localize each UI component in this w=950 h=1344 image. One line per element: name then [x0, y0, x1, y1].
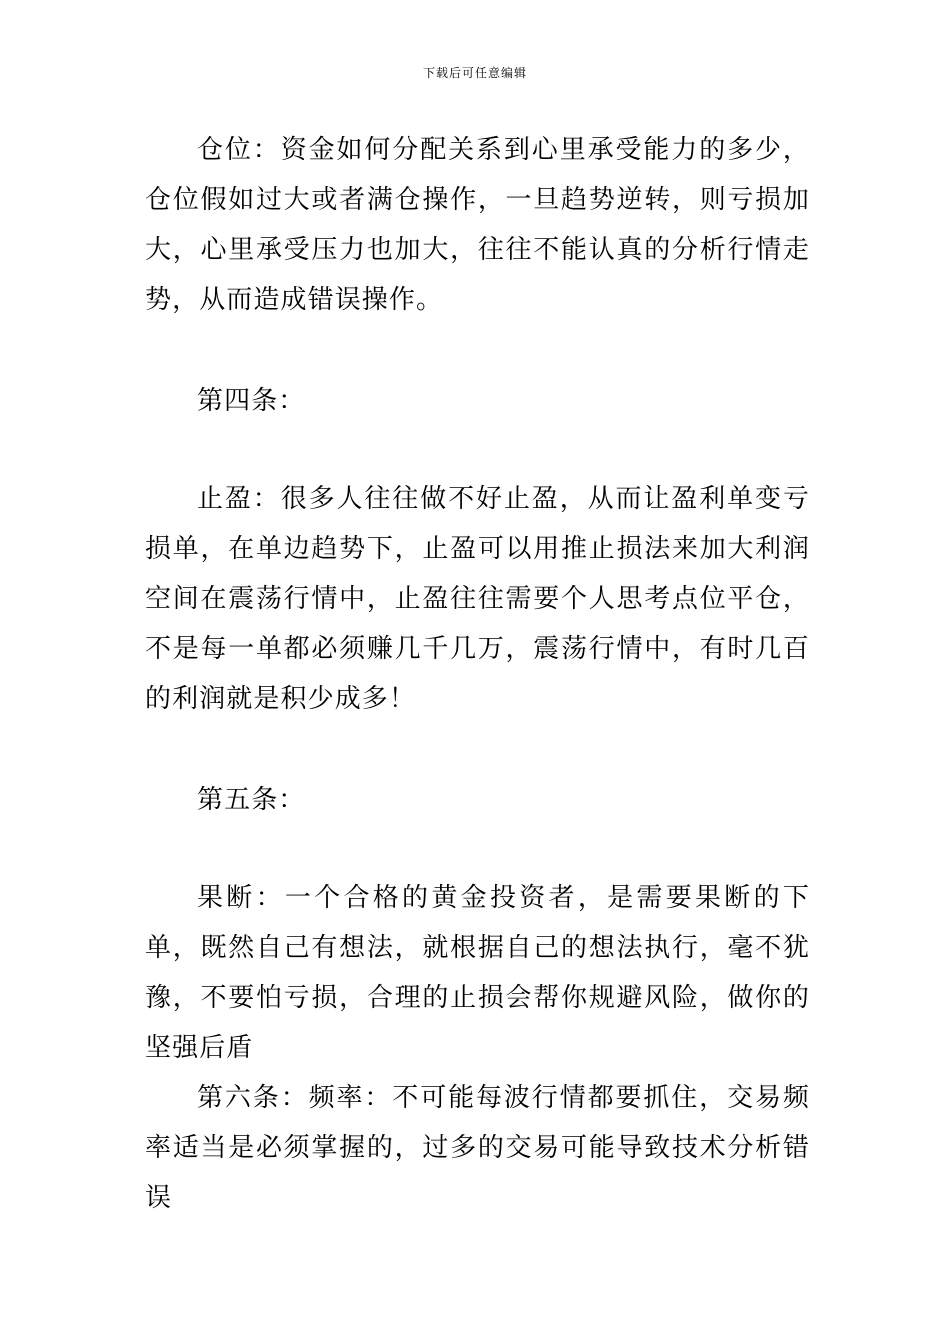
paragraph-decisiveness: 果断：一个合格的黄金投资者，是需要果断的下单，既然自己有想法，就根据自己的想法执行，毫不犹豫，不要怕亏损，合理的止损会帮你规避风险，做你的坚强后盾 [145, 883, 810, 1063]
paragraph-position-sizing: 仓位：资金如何分配关系到心里承受能力的多少，仓位假如过大或者满仓操作，一旦趋势逆转，则亏损加大，心里承受压力也加大，往往不能认真的分析行情走势，从而造成错误操作。 [145, 135, 810, 315]
heading-article-four: 第四条： [197, 386, 306, 416]
heading-article-five: 第五条： [197, 785, 306, 815]
page-header-note: 下载后可任意编辑 [422, 66, 527, 80]
paragraph-trade-frequency: 第六条：频率：不可能每波行情都要抓住，交易频率适当是必须掌握的，过多的交易可能导致技术分析错误 [145, 1083, 810, 1213]
paragraph-take-profit: 止盈：很多人往往做不好止盈，从而让盈利单变亏损单，在单边趋势下，止盈可以用推止损法来加大利润空间在震荡行情中，止盈往往需要个人思考点位平仓，不是每一单都必须赚几千几万，震荡行情中，有时几百的利润就是积少成多！ [145, 484, 810, 714]
